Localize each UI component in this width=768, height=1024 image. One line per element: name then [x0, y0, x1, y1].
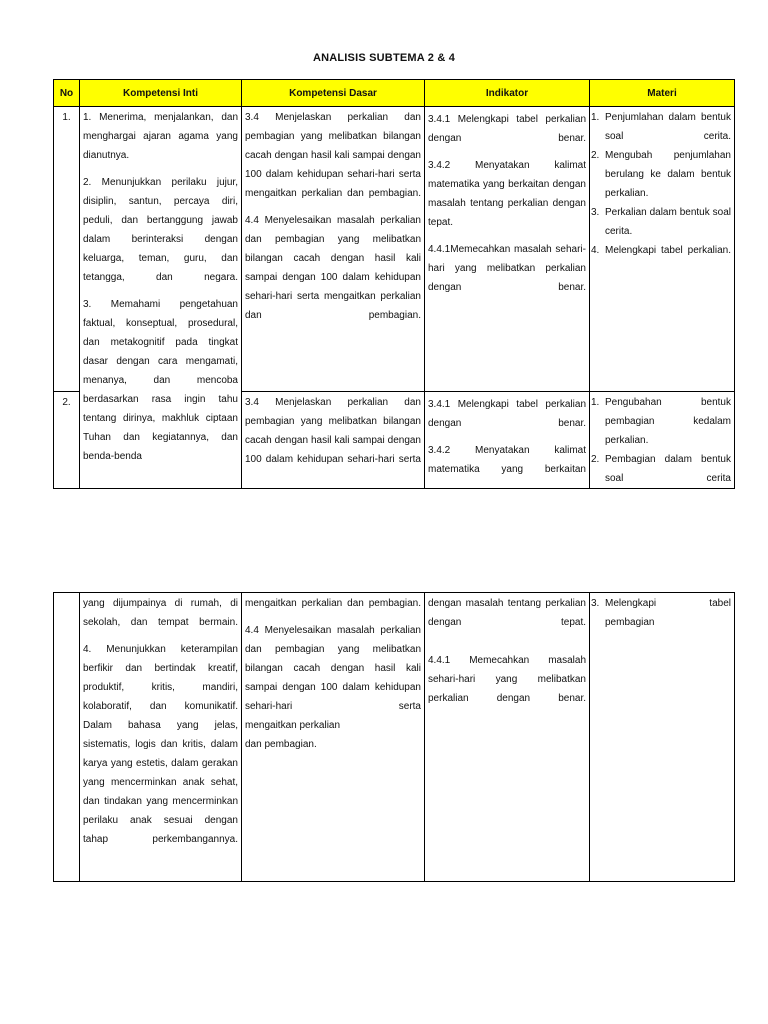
ind-item-3-4-1: 3.4.1 Melengkapi tabel perkalian dengan benar. — [428, 114, 586, 144]
list-item: 1. Pengubahan bentuk pembagian kedalam perkalian. — [591, 397, 731, 446]
materi-list — [593, 108, 731, 260]
kd-item-3-4: 3.4 Menjelaskan perkalian dan pembagian yang melibatkan bilangan cacah dengan hasil kali sampai dengan 100 dalam kehidupan sehari-hari serta mengaitkan perkalian dan pembagian. — [245, 112, 421, 199]
ki-item-1: 1. Menerima, menjalankan, dan menghargai ajaran agama yang dianutnya. — [83, 112, 238, 161]
materi-cell — [590, 593, 735, 882]
indikator-cell — [425, 593, 590, 882]
ind-item-3-4-2: 3.4.2 Menyatakan kalimat matematika yang berkaitan — [428, 445, 586, 475]
header-no: No — [54, 80, 80, 107]
ki-continued: yang dijumpainya di rumah, di sekolah, dan tempat bermain. — [83, 598, 238, 628]
kd-item-4-4: 4.4 Menyelesaikan masalah perkalian dan pembagian yang melibatkan bilangan cacah dengan hasil kali sampai dengan 100 dalam kehidupan sehari-hari serta — [245, 625, 421, 712]
kd-line: dan pembagian. — [245, 739, 317, 750]
header-materi: Materi — [590, 80, 735, 107]
list-item: 1. Penjumlahan dalam bentuk soal cerita. — [591, 112, 731, 142]
kd-line: mengaitkan perkalian — [245, 720, 341, 731]
ind-continued: dengan masalah tentang perkalian dengan tepat. — [428, 598, 586, 628]
kompetensi-dasar-cell — [242, 392, 425, 489]
ki-item-3: 3. Memahami pengetahuan faktual, konseptual, prosedural, dan metakognitif pada tingkat dasar dengan cara mengamati, menanya, dan mencoba berdasarkan rasa ingin tahu tentang dirinya, makhluk ciptaan Tuhan dan kegiatannya, dan benda-benda — [83, 299, 238, 462]
list-item: 2. Pembagian dalam bentuk soal cerita — [591, 454, 731, 484]
kompetensi-inti-cell — [80, 107, 242, 489]
table-header-row — [54, 80, 735, 107]
header-kompetensi-dasar: Kompetensi Dasar — [242, 80, 425, 107]
row-number: 1. — [54, 107, 80, 392]
kompetensi-dasar-cell — [242, 107, 425, 392]
row-number — [54, 593, 80, 882]
indikator-cell — [425, 107, 590, 392]
kd-item-4-4: 4.4 Menyelesaikan masalah perkalian dan pembagian yang melibatkan bilangan cacah dengan hasil kali sampai dengan 100 dalam kehidupan sehari-hari serta mengaitkan perkalian dan pembagian. — [245, 215, 421, 321]
list-item: 3. Perkalian dalam bentuk soal cerita. — [591, 207, 731, 237]
kompetensi-inti-cell — [80, 593, 242, 882]
analysis-table-page-1 — [53, 79, 735, 489]
indikator-cell — [425, 392, 590, 489]
table-row — [54, 107, 735, 392]
table-row — [54, 593, 735, 882]
header-indikator: Indikator — [425, 80, 590, 107]
ind-item-3-4-1: 3.4.1 Melengkapi tabel perkalian dengan benar. — [428, 399, 586, 429]
row-number: 2. — [54, 392, 80, 489]
kd-continued: mengaitkan perkalian dan pembagian. — [245, 598, 421, 609]
list-item: 2. Mengubah penjumlahan berulang ke dalam bentuk perkalian. — [591, 150, 731, 199]
materi-cell — [590, 392, 735, 489]
kompetensi-dasar-cell — [242, 593, 425, 882]
list-item: 3. Melengkapi tabel pembagian — [591, 598, 731, 628]
ind-item-4-4-1: 4.4.1 Memecahkan masalah sehari-hari yang melibatkan perkalian dengan benar. — [428, 655, 586, 704]
ind-item-4-4-1: 4.4.1Memecahkan masalah sehari-hari yang melibatkan perkalian dengan benar. — [428, 244, 586, 293]
list-item: 4. Melengkapi tabel perkalian. — [591, 245, 731, 256]
analysis-table-page-2 — [53, 592, 735, 882]
ind-item-3-4-2: 3.4.2 Menyatakan kalimat matematika yang berkaitan dengan masalah tentang perkalian dengan tepat. — [428, 160, 586, 228]
materi-cell — [590, 107, 735, 392]
ki-item-4: 4. Menunjukkan keterampilan berfikir dan bertindak kreatif, produktif, kritis, mandiri, kolaboratif, dan komunikatif. Dalam bahasa yang jelas, sistematis, logis dan kritis, dalam karya yang estetis, dalam gerakan yang mencerminkan anak sehat, dan tindakan yang mencerminkan perilaku anak sesuai dengan tahap perkembangannya. — [83, 644, 238, 845]
document-title: ANALISIS SUBTEMA 2 & 4 — [312, 52, 456, 64]
materi-list — [593, 594, 731, 632]
kd-item-3-4: 3.4 Menjelaskan perkalian dan pembagian yang melibatkan bilangan cacah dengan hasil kali sampai dengan 100 dalam kehidupan sehari-hari serta — [245, 397, 421, 465]
materi-list — [593, 393, 731, 488]
header-kompetensi-inti: Kompetensi Inti — [80, 80, 242, 107]
ki-item-2: 2. Menunjukkan perilaku jujur, disiplin, santun, percaya diri, peduli, dan bertanggung jawab dalam berinteraksi dengan keluarga, teman, guru, dan tetangga, dan negara. — [83, 177, 238, 283]
